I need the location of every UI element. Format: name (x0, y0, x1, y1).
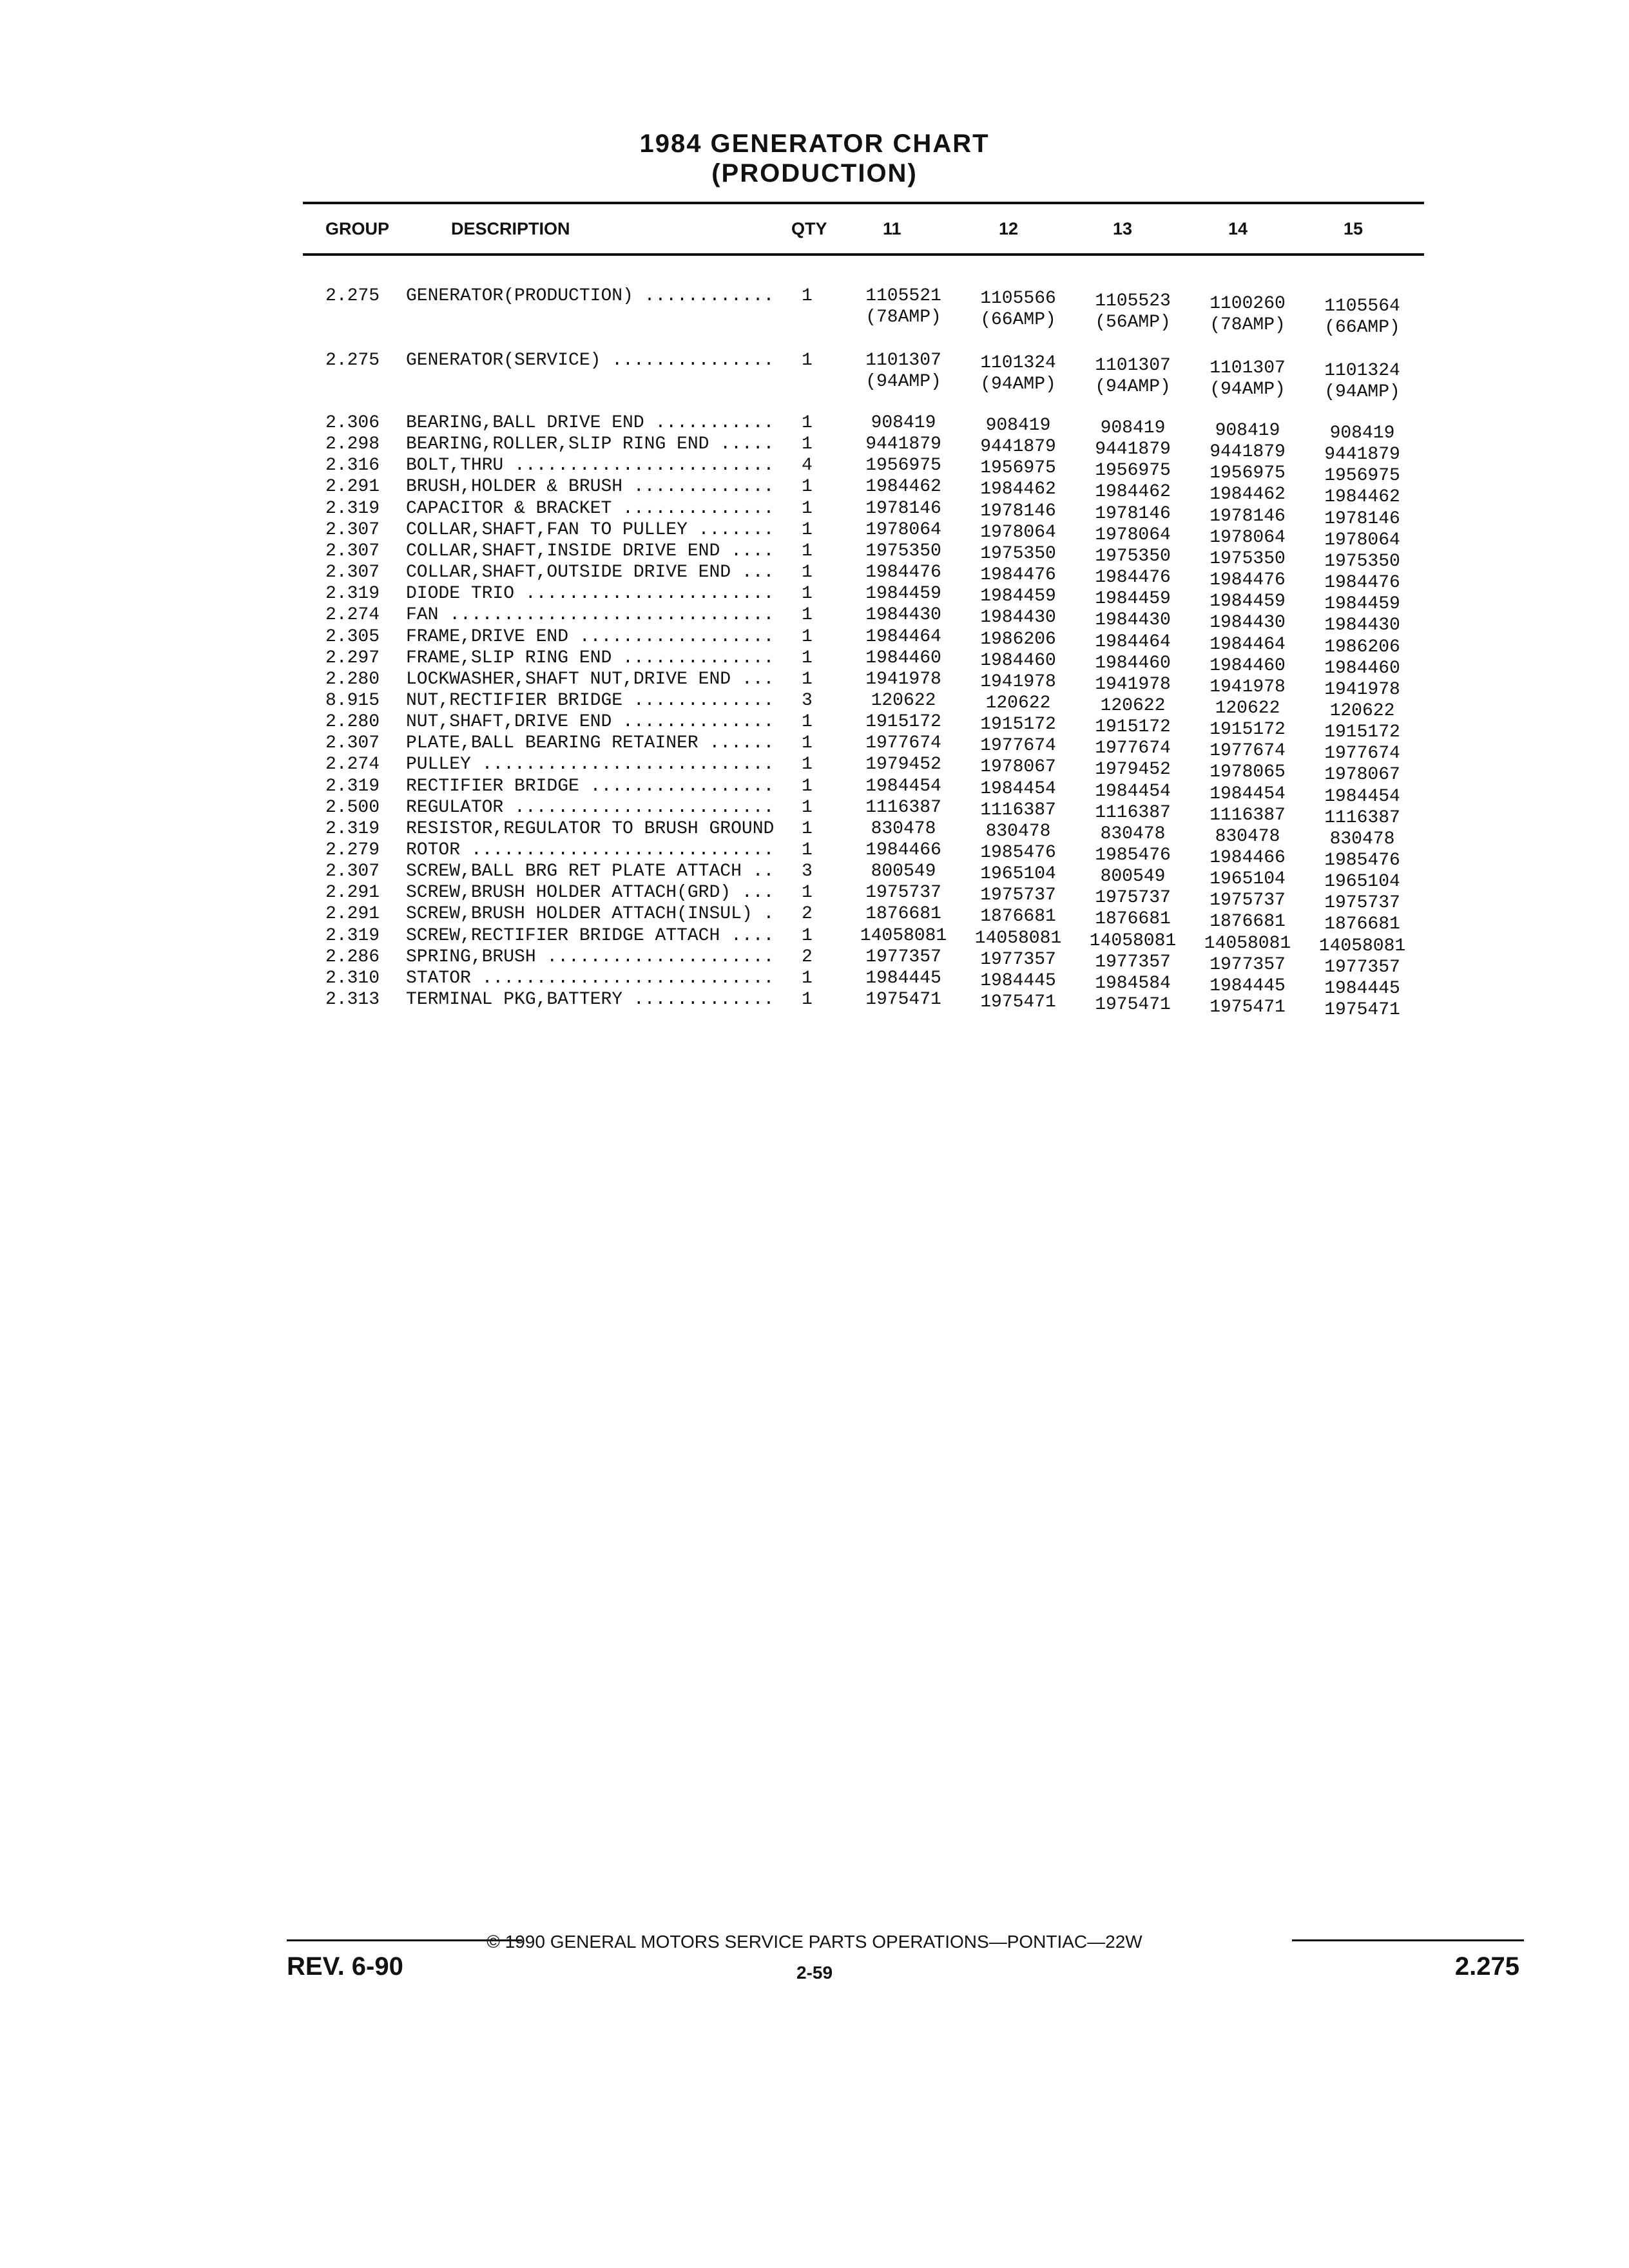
description: GENERATOR(SERVICE) ............... (406, 351, 775, 370)
table-row (0, 754, 1629, 785)
table-row (0, 797, 1629, 828)
part-number: 1977674 (980, 736, 1056, 756)
part-number: 1984430 (1095, 610, 1171, 630)
part-number: 9441879 (980, 437, 1056, 457)
part-number: 1101324 (980, 353, 1056, 373)
part-number: 1978064 (1095, 525, 1171, 545)
part-number: 1984459 (865, 584, 941, 604)
part-number: 1986206 (980, 629, 1056, 649)
part-number: 1984459 (1095, 589, 1171, 609)
part-number: 1978146 (980, 501, 1056, 521)
part-number: 1975350 (1095, 546, 1171, 566)
table-row (0, 604, 1629, 635)
description: ROTOR ............................ (406, 840, 775, 860)
description: SCREW,BRUSH HOLDER ATTACH(GRD) ... (406, 883, 775, 903)
group-code: 2.298 (325, 434, 380, 454)
part-number: 1956975 (865, 456, 941, 476)
part-number: 1975350 (1324, 552, 1400, 572)
part-number: 1984445 (980, 971, 1056, 991)
quantity: 1 (802, 627, 813, 647)
part-number: 120622 (1100, 696, 1166, 716)
part-number: 1876681 (980, 907, 1056, 927)
part-number: 1984459 (1210, 591, 1286, 611)
part-number: 1984462 (1095, 482, 1171, 502)
part-number: 1984454 (1324, 787, 1400, 807)
group-code: 2.297 (325, 648, 380, 668)
part-number: 1915172 (980, 715, 1056, 735)
title-line-1: 1984 GENERATOR CHART (639, 130, 990, 158)
part-number: 1876681 (1210, 912, 1286, 932)
part-number: 1975350 (865, 541, 941, 561)
description: RECTIFIER BRIDGE ................. (406, 776, 775, 796)
part-number: 1975350 (1210, 549, 1286, 569)
description: LOCKWASHER,SHAFT NUT,DRIVE END ... (406, 669, 775, 689)
group-code: 8.915 (325, 691, 380, 711)
part-number: 1977674 (1210, 741, 1286, 761)
part-number: 120622 (1215, 698, 1280, 718)
part-number: 1956975 (1324, 466, 1400, 486)
quantity: 1 (802, 286, 813, 306)
description: NUT,SHAFT,DRIVE END .............. (406, 712, 775, 732)
quantity: 1 (802, 541, 813, 561)
part-number: 908419 (985, 416, 1051, 436)
part-number: 1977357 (1210, 955, 1286, 975)
group-code: 2.307 (325, 541, 380, 561)
table-row (0, 455, 1629, 486)
quantity: 2 (802, 904, 813, 924)
part-number: 1965104 (1324, 872, 1400, 892)
table-row (0, 626, 1629, 657)
part-number: 1975471 (1324, 1000, 1400, 1020)
part-number: 1956975 (1095, 461, 1171, 481)
table-row (0, 861, 1629, 892)
table-row (0, 989, 1629, 1020)
description: TERMINAL PKG,BATTERY ............. (406, 990, 775, 1010)
group-code: 2.286 (325, 947, 380, 967)
quantity: 1 (802, 562, 813, 582)
part-number: 908419 (871, 413, 936, 433)
group-code: 2.291 (325, 904, 380, 924)
part-number: 830478 (1329, 829, 1395, 849)
part-number: 1984476 (1324, 573, 1400, 593)
part-number: 1984454 (980, 779, 1056, 799)
header-model-15: 15 (1344, 219, 1364, 238)
part-number: 9441879 (1324, 445, 1400, 465)
amp-rating: (94AMP) (1210, 380, 1286, 399)
part-number: 1100260 (1210, 294, 1286, 314)
part-number: 1984430 (1210, 613, 1286, 633)
part-number: 1984460 (980, 651, 1056, 671)
quantity: 1 (802, 413, 813, 433)
group-code: 2.319 (325, 499, 380, 519)
part-number: 1116387 (865, 798, 941, 818)
part-number: 1979452 (1095, 760, 1171, 780)
quantity: 4 (802, 456, 813, 476)
part-number: 1975737 (865, 883, 941, 903)
part-number: 1965104 (980, 864, 1056, 884)
quantity: 1 (802, 883, 813, 903)
part-number: 1975737 (1095, 888, 1171, 908)
quantity: 1 (802, 434, 813, 454)
table-row (0, 882, 1629, 913)
amp-rating: (78AMP) (865, 307, 941, 327)
part-number: 1977357 (1095, 952, 1171, 972)
part-number: 1984466 (1210, 848, 1286, 868)
part-number: 1116387 (1095, 803, 1171, 823)
group-code: 2.307 (325, 861, 380, 881)
header-model-13: 13 (1113, 219, 1133, 238)
part-number: 1941978 (865, 669, 941, 689)
description: SCREW,BALL BRG RET PLATE ATTACH .. (406, 861, 775, 881)
part-number: 1984476 (1095, 568, 1171, 588)
quantity: 1 (802, 477, 813, 497)
description: NUT,RECTIFIER BRIDGE ............. (406, 691, 775, 711)
part-number: 1105521 (865, 286, 941, 306)
part-number: 1116387 (1210, 805, 1286, 825)
part-number: 1984460 (1095, 653, 1171, 673)
part-number: 9441879 (865, 434, 941, 454)
table-row (0, 840, 1629, 870)
header-model-11: 11 (883, 219, 901, 238)
part-number: 1915172 (1210, 720, 1286, 740)
part-number: 1984476 (865, 562, 941, 582)
quantity: 1 (802, 648, 813, 668)
group-code: 2.307 (325, 520, 380, 540)
part-number: 1984445 (1324, 979, 1400, 999)
group-code: 2.274 (325, 754, 380, 774)
part-number: 1956975 (1210, 463, 1286, 483)
description: BOLT,THRU ........................ (406, 456, 775, 476)
part-number: 1876681 (865, 904, 941, 924)
part-number: 1979452 (865, 754, 941, 774)
table-row (0, 412, 1629, 443)
part-number: 1978064 (865, 520, 941, 540)
description: PLATE,BALL BEARING RETAINER ...... (406, 733, 775, 753)
amp-rating: (94AMP) (1324, 382, 1400, 402)
table-row (0, 648, 1629, 678)
part-number: 14058081 (860, 926, 947, 946)
quantity: 1 (802, 499, 813, 519)
part-number: 1977674 (1095, 738, 1171, 758)
description: SPRING,BRUSH ..................... (406, 947, 775, 967)
group-code: 2.307 (325, 733, 380, 753)
part-number: 1984460 (1210, 656, 1286, 676)
table-row (0, 776, 1629, 807)
part-number: 1984462 (980, 479, 1056, 499)
quantity: 3 (802, 861, 813, 881)
part-number: 1977674 (865, 733, 941, 753)
group-code: 2.291 (325, 477, 380, 497)
part-number: 1977357 (865, 947, 941, 967)
part-number: 1941978 (1095, 675, 1171, 695)
description: SCREW,RECTIFIER BRIDGE ATTACH .... (406, 926, 775, 946)
part-number: 120622 (871, 691, 936, 711)
table-row (0, 925, 1629, 956)
part-number: 800549 (1100, 867, 1166, 887)
part-number: 1977357 (980, 950, 1056, 970)
group-code: 2.274 (325, 605, 380, 625)
part-number: 1978064 (980, 523, 1056, 543)
header-description: DESCRIPTION (451, 219, 570, 238)
part-number: 1984460 (1324, 658, 1400, 678)
table-row (0, 519, 1629, 550)
part-number: 1915172 (865, 712, 941, 732)
part-number: 1975737 (1210, 890, 1286, 910)
part-number: 1105564 (1324, 296, 1400, 316)
table-row (0, 434, 1629, 465)
part-number: 1984459 (1324, 594, 1400, 614)
description: FRAME,DRIVE END .................. (406, 627, 775, 647)
part-number: 1984464 (1210, 635, 1286, 655)
part-number: 1984466 (865, 840, 941, 860)
part-number: 1978067 (1324, 765, 1400, 785)
part-number: 1975471 (865, 990, 941, 1010)
part-number: 1975471 (1210, 997, 1286, 1017)
part-number: 1101324 (1324, 361, 1400, 381)
amp-rating: (94AMP) (865, 372, 941, 392)
amp-rating: (78AMP) (1210, 315, 1286, 335)
group-code: 2.280 (325, 669, 380, 689)
part-number: 1978146 (1095, 504, 1171, 524)
quantity: 1 (802, 926, 813, 946)
part-number: 1975471 (1095, 995, 1171, 1015)
part-number: 14058081 (1089, 931, 1177, 951)
part-number: 1984462 (865, 477, 941, 497)
table-row (0, 903, 1629, 934)
header-bottom-rule (303, 253, 1424, 256)
description: COLLAR,SHAFT,FAN TO PULLEY ....... (406, 520, 775, 540)
part-number: 1984454 (1095, 782, 1171, 802)
part-number: 1985476 (1324, 850, 1400, 870)
description: RESISTOR,REGULATOR TO BRUSH GROUND (406, 819, 775, 839)
group-code: 2.319 (325, 926, 380, 946)
header-model-12: 12 (999, 219, 1019, 238)
part-number: 1101307 (1210, 358, 1286, 378)
quantity: 1 (802, 840, 813, 860)
part-number: 1984476 (980, 565, 1056, 585)
part-number: 1984464 (865, 627, 941, 647)
part-number: 1984445 (1210, 976, 1286, 996)
part-number: 1956975 (980, 458, 1056, 478)
part-number: 1978064 (1324, 530, 1400, 550)
part-number: 1975737 (980, 885, 1056, 905)
title-line-2: (PRODUCTION) (711, 159, 918, 187)
part-number: 908419 (1329, 423, 1395, 443)
part-number: 1985476 (980, 843, 1056, 863)
group-code: 2.275 (325, 351, 380, 370)
quantity: 1 (802, 776, 813, 796)
part-number: 14058081 (974, 928, 1062, 948)
table-row (0, 968, 1629, 999)
amp-rating: (94AMP) (1095, 377, 1171, 397)
page-title (0, 129, 1629, 188)
group-code: 2.279 (325, 840, 380, 860)
part-number: 800549 (871, 861, 936, 881)
copyright-notice: © 1990 GENERAL MOTORS SERVICE PARTS OPERATIONS—PONTIAC—22W (487, 1932, 1142, 1952)
part-number: 1941978 (1210, 677, 1286, 697)
group-code: 2.275 (325, 286, 380, 306)
part-number: 1984430 (1324, 615, 1400, 635)
table-row (0, 350, 1629, 402)
table-row (0, 947, 1629, 977)
group-code: 2.319 (325, 776, 380, 796)
description: PULLEY ........................... (406, 754, 775, 774)
part-number: 1984464 (1095, 632, 1171, 652)
quantity: 1 (802, 990, 813, 1010)
part-number: 1984476 (1210, 570, 1286, 590)
quantity: 2 (802, 947, 813, 967)
description: COLLAR,SHAFT,INSIDE DRIVE END .... (406, 541, 775, 561)
table-row (0, 285, 1629, 338)
part-number: 9441879 (1210, 442, 1286, 462)
part-number: 1876681 (1324, 914, 1400, 934)
part-number: 1984460 (865, 648, 941, 668)
part-number: 1105566 (980, 289, 1056, 309)
part-number: 830478 (871, 819, 936, 839)
part-number: 1977357 (1324, 957, 1400, 977)
group-code: 2.316 (325, 456, 380, 476)
part-number: 1876681 (1095, 909, 1171, 929)
header-qty: QTY (791, 219, 827, 238)
description: CAPACITOR & BRACKET .............. (406, 499, 775, 519)
part-number: 14058081 (1318, 936, 1406, 956)
part-number: 1975350 (980, 544, 1056, 564)
description: BRUSH,HOLDER & BRUSH ............. (406, 477, 775, 497)
part-number: 1984462 (1324, 487, 1400, 507)
part-number: 1941978 (980, 672, 1056, 692)
part-number: 1984462 (1210, 485, 1286, 505)
description: REGULATOR ........................ (406, 798, 775, 818)
group-code: 2.319 (325, 819, 380, 839)
part-number: 1975471 (980, 992, 1056, 1012)
quantity: 1 (802, 819, 813, 839)
part-number: 1915172 (1324, 722, 1400, 742)
table-row (0, 669, 1629, 700)
description: COLLAR,SHAFT,OUTSIDE DRIVE END ... (406, 562, 775, 582)
header-model-14: 14 (1228, 219, 1248, 238)
table-row (0, 476, 1629, 507)
quantity: 1 (802, 669, 813, 689)
part-number: 1978146 (865, 499, 941, 519)
quantity: 1 (802, 605, 813, 625)
part-number: 1985476 (1095, 845, 1171, 865)
part-number: 1116387 (980, 800, 1056, 820)
amp-rating: (94AMP) (980, 374, 1056, 394)
table-row (0, 583, 1629, 614)
quantity: 1 (802, 733, 813, 753)
part-number: 1984445 (865, 968, 941, 988)
quantity: 1 (802, 968, 813, 988)
part-number: 9441879 (1095, 439, 1171, 459)
description: BEARING,BALL DRIVE END ........... (406, 413, 775, 433)
quantity: 1 (802, 520, 813, 540)
part-number: 1986206 (1324, 637, 1400, 657)
description: SCREW,BRUSH HOLDER ATTACH(INSUL) . (406, 904, 775, 924)
amp-rating: (66AMP) (980, 310, 1056, 330)
table-row (0, 711, 1629, 742)
group-code: 2.500 (325, 798, 380, 818)
description: STATOR ........................... (406, 968, 775, 988)
group-code: 2.310 (325, 968, 380, 988)
quantity: 1 (802, 351, 813, 370)
quantity: 1 (802, 754, 813, 774)
part-number: 830478 (1100, 824, 1166, 844)
table-row (0, 562, 1629, 593)
quantity: 1 (802, 798, 813, 818)
header-top-rule (303, 202, 1424, 204)
part-number: 1977674 (1324, 744, 1400, 764)
part-number: 120622 (1329, 701, 1395, 721)
part-number: 1116387 (1324, 808, 1400, 828)
part-number: 1984584 (1095, 974, 1171, 994)
part-number: 1105523 (1095, 291, 1171, 311)
part-number: 1978146 (1324, 509, 1400, 529)
header-group: GROUP (325, 219, 390, 238)
part-number: 1965104 (1210, 869, 1286, 889)
description: FAN .............................. (406, 605, 775, 625)
part-number: 120622 (985, 693, 1051, 713)
part-number: 1101307 (865, 351, 941, 370)
group-code: 2.313 (325, 990, 380, 1010)
part-number: 1984430 (980, 608, 1056, 628)
group-code: 2.306 (325, 413, 380, 433)
group-code: 2.305 (325, 627, 380, 647)
part-number: 1975737 (1324, 893, 1400, 913)
description: GENERATOR(PRODUCTION) ............ (406, 286, 775, 306)
quantity: 1 (802, 712, 813, 732)
revision-label: REV. 6-90 (287, 1952, 403, 1981)
quantity: 3 (802, 691, 813, 711)
part-number: 830478 (985, 822, 1051, 841)
section-number: 2.275 (1454, 1952, 1519, 1981)
group-code: 2.307 (325, 562, 380, 582)
quantity: 1 (802, 584, 813, 604)
table-row (0, 690, 1629, 721)
amp-rating: (56AMP) (1095, 312, 1171, 332)
part-number: 1984454 (865, 776, 941, 796)
page-number: 2-59 (796, 1963, 833, 1983)
part-number: 1915172 (1095, 717, 1171, 737)
part-number: 1978065 (1210, 762, 1286, 782)
amp-rating: (66AMP) (1324, 318, 1400, 338)
description: BEARING,ROLLER,SLIP RING END ..... (406, 434, 775, 454)
group-code: 2.291 (325, 883, 380, 903)
group-code: 2.319 (325, 584, 380, 604)
part-number: 1984454 (1210, 784, 1286, 804)
table-row (0, 818, 1629, 849)
part-number: 830478 (1215, 827, 1280, 847)
part-number: 1941978 (1324, 680, 1400, 700)
part-number: 908419 (1215, 421, 1280, 441)
part-number: 1978146 (1210, 506, 1286, 526)
part-number: 1984430 (865, 605, 941, 625)
part-number: 1978067 (980, 757, 1056, 777)
table-row (0, 498, 1629, 529)
part-number: 1978064 (1210, 528, 1286, 548)
description: DIODE TRIO ....................... (406, 584, 775, 604)
part-number: 908419 (1100, 418, 1166, 438)
description: FRAME,SLIP RING END .............. (406, 648, 775, 668)
part-number: 14058081 (1204, 934, 1291, 954)
group-code: 2.280 (325, 712, 380, 732)
part-number: 1984459 (980, 586, 1056, 606)
part-number: 1101307 (1095, 356, 1171, 376)
